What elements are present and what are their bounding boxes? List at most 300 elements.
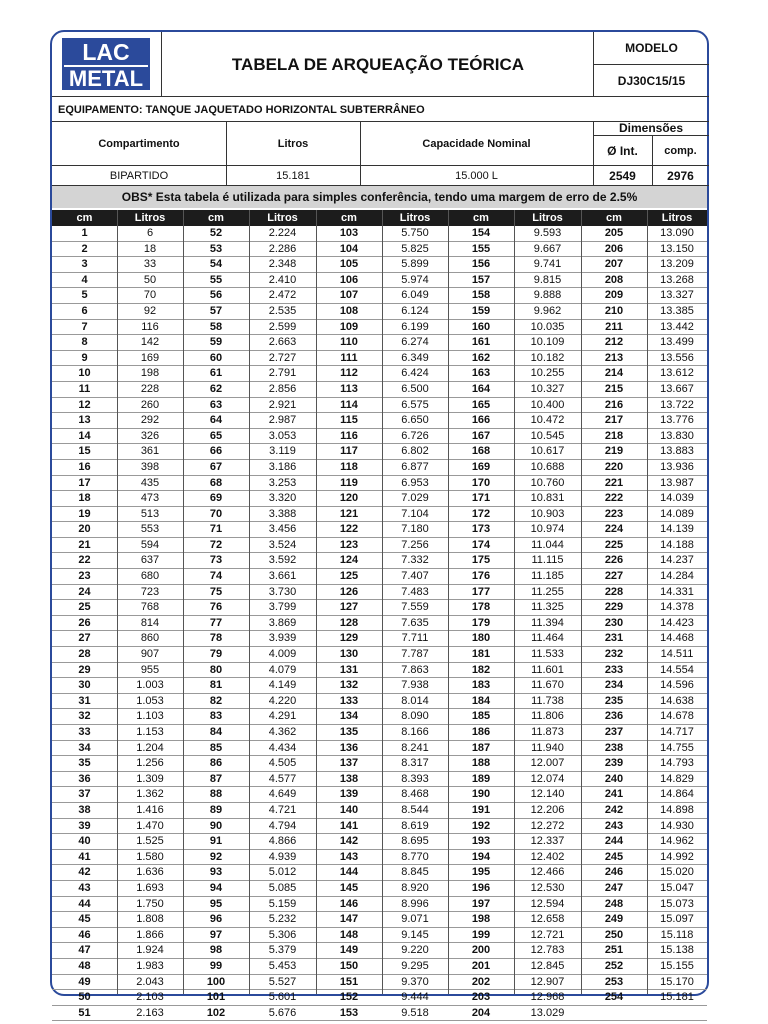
- cm-cell: 210: [604, 304, 624, 317]
- cm-cell: 75: [209, 585, 223, 598]
- cm-cell: 67: [209, 460, 223, 473]
- liters-cell: 7.483: [401, 585, 429, 598]
- liters-cell: 361: [140, 445, 160, 458]
- liters-cell: 4.434: [268, 741, 297, 754]
- cm-cell: 6: [81, 304, 88, 317]
- liters-cell: 11.255: [531, 585, 564, 598]
- liters-cell: 15.047: [660, 881, 694, 894]
- liters-cell: 14.717: [660, 726, 694, 738]
- cm-cell: 197: [471, 897, 491, 910]
- cm-cell: 228: [604, 585, 624, 598]
- cm-cell: 91: [209, 835, 223, 848]
- cm-cell: 179: [471, 616, 491, 629]
- cm-cell: 79: [209, 648, 223, 661]
- table-row: [52, 787, 707, 803]
- liters-cell: 15.138: [660, 944, 694, 957]
- column-header: cm: [208, 212, 224, 224]
- cm-cell: 137: [339, 757, 359, 770]
- liters-cell: 637: [140, 554, 160, 567]
- liters-cell: 9.518: [401, 1006, 429, 1019]
- cm-cell: 146: [339, 897, 359, 910]
- liters-cell: 7.407: [401, 570, 429, 583]
- cm-cell: 183: [471, 679, 491, 692]
- table-row: [52, 959, 707, 975]
- cm-cell: 39: [78, 819, 91, 832]
- liters-cell: 1.204: [136, 741, 164, 754]
- liters-cell: 50: [143, 273, 157, 286]
- liters-cell: 33: [143, 258, 157, 271]
- cm-cell: 8: [81, 336, 88, 349]
- cm-cell: 20: [78, 523, 91, 536]
- cm-cell: 133: [339, 694, 359, 707]
- liters-cell: 4.009: [268, 648, 297, 661]
- liters-cell: 1.470: [136, 819, 164, 832]
- liters-cell: 14.638: [660, 694, 694, 707]
- liters-cell: 14.331: [660, 585, 694, 598]
- liters-cell: 14.793: [660, 757, 694, 770]
- liters-cell: 12.007: [530, 757, 565, 770]
- cm-cell: 27: [78, 632, 91, 645]
- cm-cell: 35: [78, 757, 91, 770]
- capacity-value: 15.000 L: [455, 169, 498, 182]
- liters-cell: 6.802: [401, 445, 429, 458]
- table-header: [52, 210, 707, 226]
- liters-cell: 435: [140, 476, 160, 489]
- column-header: Litros: [532, 212, 563, 224]
- liters-cell: 14.829: [660, 772, 694, 785]
- cm-cell: 109: [339, 320, 359, 333]
- liters-cell: 228: [140, 382, 160, 395]
- liters-cell: 6.650: [401, 414, 429, 427]
- liters-cell: 2.921: [268, 398, 297, 411]
- liters-cell: 13.442: [660, 320, 694, 333]
- liters-cell: 12.721: [530, 928, 565, 941]
- cm-cell: [581, 1006, 647, 1021]
- table-row: [52, 413, 707, 429]
- cm-cell: 227: [604, 570, 624, 583]
- cm-cell: 141: [339, 819, 359, 832]
- table-row: [52, 756, 707, 772]
- liters-cell: 5.232: [268, 913, 297, 926]
- liters-cell: 5.159: [268, 897, 297, 910]
- cm-cell: 242: [604, 803, 624, 816]
- logo-text-metal: METAL: [64, 65, 148, 91]
- cm-cell: 107: [339, 289, 359, 302]
- cm-cell: 205: [604, 227, 624, 239]
- table-row: [52, 881, 707, 897]
- liters-cell: 10.617: [530, 445, 565, 458]
- cm-cell: 188: [471, 757, 491, 770]
- cm-cell: 43: [78, 881, 91, 894]
- cm-cell: 65: [209, 429, 223, 442]
- cm-cell: 72: [209, 538, 223, 551]
- cm-cell: 139: [339, 788, 359, 801]
- document-title: TABELA DE ARQUEAÇÃO TEÓRICA: [231, 54, 525, 74]
- cm-cell: 238: [604, 741, 624, 754]
- table-row: [52, 569, 707, 585]
- column-separator: [117, 210, 118, 994]
- cm-cell: 125: [339, 570, 359, 583]
- liters-cell: 2.535: [268, 304, 297, 317]
- liters-cell: 6.877: [401, 460, 429, 473]
- cm-cell: 105: [339, 258, 359, 271]
- cm-cell: 57: [209, 304, 223, 317]
- cm-cell: 234: [604, 679, 624, 692]
- liters-cell: 1.003: [136, 679, 164, 692]
- cm-cell: 203: [471, 991, 491, 1004]
- company-logo: [62, 38, 150, 90]
- column-header: cm: [606, 212, 622, 224]
- liters-cell: 12.907: [530, 975, 565, 988]
- cm-cell: 243: [604, 819, 624, 832]
- liters-cell: 3.939: [268, 632, 297, 645]
- cm-cell: 150: [339, 959, 359, 972]
- cm-cell: 94: [209, 881, 223, 894]
- cm-cell: 247: [604, 881, 624, 894]
- liters-cell: 6.424: [401, 367, 429, 380]
- liters-cell: 2.987: [268, 414, 297, 427]
- column-header: Litros: [267, 212, 298, 224]
- liters-cell: 14.511: [660, 648, 694, 661]
- cm-cell: 49: [78, 975, 91, 988]
- cm-cell: 84: [209, 726, 223, 738]
- liters-cell: 1.580: [136, 850, 164, 863]
- liters-cell: 8.317: [401, 757, 429, 770]
- cm-cell: 111: [340, 351, 358, 364]
- liters-cell: 13.327: [660, 289, 694, 302]
- table-row: [52, 351, 707, 367]
- cm-cell: 240: [604, 772, 624, 785]
- cm-cell: 53: [209, 242, 223, 255]
- cm-cell: 156: [471, 258, 491, 271]
- cm-cell: 88: [209, 788, 223, 801]
- diameter-value: 2549: [609, 168, 636, 183]
- liters-cell: 4.220: [268, 694, 297, 707]
- document-frame: [50, 30, 709, 1019]
- liters-cell: 10.035: [530, 320, 565, 333]
- table-row: [52, 631, 707, 647]
- cm-cell: 1: [81, 227, 88, 239]
- liters-cell: 2.727: [268, 351, 297, 364]
- liters-cell: 12.206: [530, 803, 565, 816]
- cm-cell: 162: [471, 351, 491, 364]
- cm-cell: 7: [81, 320, 88, 333]
- liters-cell: 3.186: [268, 460, 297, 473]
- cm-cell: 218: [604, 429, 624, 442]
- table-row: [52, 819, 707, 835]
- liters-cell: 2.348: [268, 258, 297, 271]
- liters-cell: 13.722: [660, 398, 694, 411]
- cm-cell: 171: [471, 492, 491, 505]
- cm-cell: 134: [339, 710, 359, 723]
- cm-cell: 45: [78, 913, 91, 926]
- liters-cell: 4.649: [268, 788, 297, 801]
- cm-cell: 226: [604, 554, 624, 567]
- liters-cell: 2.599: [268, 320, 297, 333]
- cm-cell: 55: [209, 273, 223, 286]
- cm-cell: 68: [209, 476, 223, 489]
- cm-cell: 24: [78, 585, 91, 598]
- cm-cell: 164: [471, 382, 491, 395]
- cm-cell: 56: [209, 289, 223, 302]
- column-separator: [183, 210, 184, 994]
- liters-cell: 13.556: [660, 351, 694, 364]
- cm-cell: 145: [339, 881, 359, 894]
- liters-cell: 398: [140, 460, 160, 473]
- liters-cell: 7.029: [401, 492, 429, 505]
- cm-cell: 215: [604, 382, 624, 395]
- liters-cell: 8.770: [401, 850, 429, 863]
- cm-cell: 44: [78, 897, 91, 910]
- liters-cell: 3.869: [268, 616, 297, 629]
- liters-cell: 1.416: [136, 803, 164, 816]
- liters-cell: 13.090: [660, 227, 694, 239]
- liters-cell: 13.667: [660, 382, 694, 395]
- liters-cell: 11.044: [531, 538, 564, 551]
- liters-cell: 12.337: [530, 835, 565, 848]
- cm-cell: 5: [81, 289, 88, 302]
- cm-cell: 50: [78, 991, 91, 1004]
- cm-cell: 190: [471, 788, 491, 801]
- cm-cell: 48: [78, 959, 91, 972]
- liters-cell: 13.612: [660, 367, 694, 380]
- liters-cell: 8.544: [401, 803, 429, 816]
- cm-cell: 144: [339, 866, 359, 879]
- liters-cell: 10.974: [530, 523, 565, 536]
- liters-cell: 14.237: [660, 554, 694, 567]
- cm-cell: 154: [471, 227, 491, 239]
- cm-cell: 14: [78, 429, 91, 442]
- cm-cell: 201: [471, 959, 491, 972]
- cm-cell: 239: [604, 757, 624, 770]
- cm-cell: 153: [339, 1006, 359, 1019]
- liters-cell: 5.012: [268, 866, 297, 879]
- cm-cell: 160: [471, 320, 491, 333]
- cm-cell: 64: [209, 414, 223, 427]
- liters-cell: 6.726: [401, 429, 429, 442]
- cm-cell: 71: [209, 523, 223, 536]
- cm-cell: 223: [604, 507, 624, 520]
- model-value: DJ30C15/15: [617, 73, 686, 88]
- liters-cell: 12.845: [530, 959, 565, 972]
- liters-cell: 3.661: [268, 570, 297, 583]
- liters-cell: 13.385: [660, 304, 694, 317]
- liters-cell: 8.468: [401, 788, 429, 801]
- liters-cell: 2.791: [268, 367, 297, 380]
- cm-cell: 19: [78, 507, 91, 520]
- cm-cell: 22: [78, 554, 91, 567]
- table-row: [52, 507, 707, 523]
- cm-cell: 229: [604, 601, 624, 614]
- liters-cell: 6.124: [401, 304, 429, 317]
- cm-cell: 231: [604, 632, 624, 645]
- cm-cell: 123: [339, 538, 359, 551]
- cm-cell: 33: [78, 726, 91, 738]
- column-separator: [249, 210, 250, 994]
- liters-cell: 14.678: [660, 710, 694, 723]
- cm-cell: 18: [78, 492, 91, 505]
- liters-cell: 15.118: [660, 928, 694, 941]
- cm-cell: 73: [209, 554, 223, 567]
- cm-cell: 3: [81, 258, 88, 271]
- liters-cell: 7.559: [401, 601, 429, 614]
- liters-cell: 6.274: [401, 336, 429, 349]
- cm-cell: 204: [471, 1006, 491, 1019]
- liters-cell: 7.863: [401, 663, 429, 676]
- cm-cell: 51: [78, 1006, 91, 1019]
- liters-cell: 10.688: [530, 460, 565, 473]
- liters-cell: 12.968: [530, 991, 565, 1004]
- cm-cell: 40: [78, 835, 91, 848]
- cm-cell: 149: [339, 944, 359, 957]
- cm-cell: 173: [471, 523, 491, 536]
- liters-cell: 12.594: [530, 897, 565, 910]
- cm-cell: 117: [340, 445, 358, 458]
- cm-cell: 193: [471, 835, 491, 848]
- cm-cell: 113: [340, 382, 358, 395]
- liters-cell: 13.499: [660, 336, 694, 349]
- liters-cell: 8.920: [401, 881, 429, 894]
- liters-cell: 11.325: [531, 601, 564, 614]
- liters-cell: 13.987: [660, 476, 694, 489]
- cm-cell: 200: [471, 944, 491, 957]
- cm-cell: 34: [78, 741, 91, 754]
- table-row: [52, 398, 707, 414]
- liters-cell: 14.188: [660, 538, 694, 551]
- cm-cell: 220: [604, 460, 624, 473]
- liters-cell: 14.423: [660, 616, 694, 629]
- liters-cell: 3.456: [268, 523, 297, 536]
- liters-cell: 10.255: [530, 367, 565, 380]
- liters-cell: 10.182: [530, 351, 565, 364]
- liters-cell: 6: [146, 227, 154, 239]
- liters-cell: 3.799: [268, 601, 297, 614]
- cm-cell: 42: [78, 866, 91, 879]
- cm-cell: 11: [78, 382, 91, 395]
- liters-cell: 11.394: [531, 616, 564, 629]
- cm-cell: 2: [81, 242, 88, 255]
- table-row: [52, 444, 707, 460]
- liters-cell: 1.750: [136, 897, 164, 910]
- liters-cell: 12.658: [530, 913, 565, 926]
- table-row: [52, 273, 707, 289]
- liters-cell: 5.825: [401, 242, 429, 255]
- liters-cell: 12.272: [530, 819, 565, 832]
- liters-cell: 5.750: [401, 227, 429, 239]
- cm-cell: 151: [339, 975, 359, 988]
- liters-cell: 2.286: [268, 242, 297, 255]
- liters-cell: 10.327: [530, 382, 565, 395]
- liters-cell: 8.166: [401, 726, 429, 738]
- liters-cell: 1.636: [136, 866, 164, 879]
- liters-cell: 473: [140, 492, 160, 505]
- cm-cell: 136: [339, 741, 359, 754]
- cm-cell: 253: [604, 975, 624, 988]
- cm-cell: 241: [604, 788, 624, 801]
- logo-text-lac: LAC: [82, 39, 130, 65]
- liters-cell: 3.053: [268, 429, 297, 442]
- cm-cell: 81: [209, 679, 223, 692]
- liters-cell: 6.953: [401, 476, 429, 489]
- liters-cell: 13.150: [660, 242, 694, 255]
- liters-cell: 4.505: [268, 757, 297, 770]
- liters-cell: 11.464: [531, 632, 564, 645]
- table-row: [52, 647, 707, 663]
- cm-cell: 138: [339, 772, 359, 785]
- liters-cell: 5.453: [268, 959, 297, 972]
- table-row: [52, 242, 707, 258]
- cm-cell: 212: [604, 336, 624, 349]
- cm-cell: 46: [78, 928, 91, 941]
- liters-cell: 2.163: [136, 1006, 164, 1019]
- column-header: Litros: [399, 212, 431, 224]
- cm-cell: 100: [206, 975, 226, 988]
- cm-cell: 124: [339, 554, 359, 567]
- column-separator: [316, 210, 317, 994]
- liters-cell: 10.760: [530, 476, 565, 489]
- dimensions-label: Dimensões: [618, 121, 684, 135]
- cm-cell: 219: [604, 445, 624, 458]
- capacity-label: Capacidade Nominal: [422, 137, 531, 150]
- liters-cell: 14.962: [660, 835, 694, 848]
- liters-cell: 7.938: [401, 679, 429, 692]
- cm-cell: 52: [209, 227, 223, 239]
- cm-cell: 225: [604, 538, 624, 551]
- model-label: MODELO: [625, 41, 678, 55]
- cm-cell: 199: [471, 928, 491, 941]
- liters-cell: 10.903: [530, 507, 565, 520]
- length-value: 2976: [667, 168, 694, 183]
- cm-cell: 26: [78, 616, 91, 629]
- liters-cell: 70: [143, 289, 157, 302]
- cm-cell: 13: [78, 414, 91, 427]
- cm-cell: 82: [209, 694, 223, 707]
- liters-cell: 6.049: [401, 289, 429, 302]
- cm-cell: 12: [78, 398, 91, 411]
- liters-cell: 1.103: [136, 710, 164, 723]
- cm-cell: 186: [471, 726, 491, 738]
- table-row: [52, 585, 707, 601]
- liters-cell: 198: [140, 367, 160, 380]
- liters-cell: 1.924: [136, 944, 164, 957]
- cm-cell: 116: [340, 429, 358, 442]
- cm-cell: 250: [604, 928, 624, 941]
- cm-cell: 161: [471, 336, 491, 349]
- liters-cell: 15.155: [660, 959, 694, 972]
- cm-cell: 126: [339, 585, 359, 598]
- liters-cell: 1.808: [136, 913, 164, 926]
- cm-cell: 246: [604, 866, 624, 879]
- cm-cell: 29: [78, 663, 91, 676]
- cm-cell: 62: [209, 382, 223, 395]
- liters-cell: 5.527: [268, 975, 297, 988]
- cm-cell: 140: [339, 803, 359, 816]
- cm-cell: 47: [78, 944, 91, 957]
- cm-cell: 54: [209, 258, 223, 271]
- liters-cell: 10.400: [530, 398, 565, 411]
- liters-cell: 292: [140, 414, 160, 427]
- cm-cell: 249: [604, 913, 624, 926]
- cm-cell: 38: [78, 803, 91, 816]
- cm-cell: 83: [209, 710, 223, 723]
- cm-cell: 120: [339, 492, 359, 505]
- cm-cell: 147: [339, 913, 359, 926]
- cm-cell: 165: [471, 398, 491, 411]
- cm-cell: 92: [209, 850, 223, 863]
- cm-cell: 230: [604, 616, 624, 629]
- cm-cell: 175: [471, 554, 491, 567]
- equipment-line: EQUIPAMENTO: TANQUE JAQUETADO HORIZONTAL SUBTERRÂNEO: [58, 103, 425, 116]
